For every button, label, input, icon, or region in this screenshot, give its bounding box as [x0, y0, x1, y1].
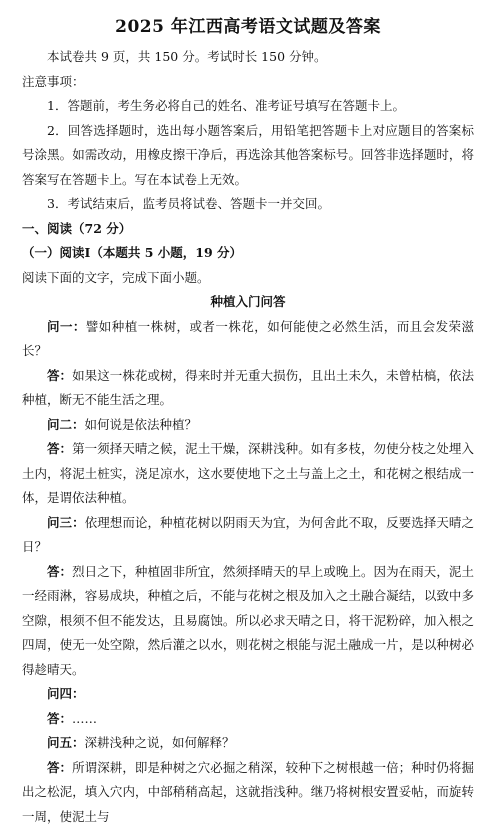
- qa-label: 问二：: [47, 417, 85, 432]
- qa-label: 答：: [47, 564, 72, 579]
- qa-answer: [22, 560, 474, 683]
- qa-label: 问四：: [47, 686, 85, 701]
- notice-item-2: 2．回答选择题时，选出每小题答案后，用铅笔把答题卡上对应题目的答案标号涂黑。如需改动，用橡皮擦干净后，再选涂其他答案标号。回答非选择题时，将答案写在答题卡上。写在本试卷上无效。: [22, 119, 474, 193]
- qa-text: 深耕浅种之说，如何解释？: [85, 735, 235, 750]
- qa-answer: [22, 756, 474, 829]
- qa-label: 答：: [47, 368, 72, 383]
- qa-question: [22, 511, 474, 560]
- reading-instruction: 阅读下面的文字，完成下面小题。: [22, 266, 474, 291]
- qa-text: 如何说是依法种植？: [85, 417, 198, 432]
- qa-text: 譬如种植一株树，或者一株花，如何能使之必然生活，而且会发荣滋长？: [22, 319, 474, 359]
- qa-question: [22, 682, 474, 707]
- qa-label: 问三：: [47, 515, 85, 530]
- qa-label: 答：: [47, 760, 72, 775]
- qa-question: [22, 315, 474, 364]
- qa-text: 烈日之下，种植固非所宜，然须择晴天的早上或晚上。因为在雨天，泥土一经雨淋，容易成块，种植之后，不能与花树之根及加入之土融合凝结，以致中多空隙，根须不但不能发达，且易腐蚀。所以必求天晴之日，将干泥粉碎，加入根之四周，使无一处空隙，然后灌之以水，则花树之根能与泥土融成一片，是以种树必得趁晴天。: [22, 564, 474, 677]
- notice-heading: 注意事项：: [22, 70, 474, 95]
- subsection-heading: （一）阅读Ⅰ（本题共 5 小题，19 分）: [22, 241, 474, 266]
- qa-text: ……: [72, 711, 97, 726]
- qa-text: 第一须择天晴之候，泥土干燥，深耕浅种。如有多枝，勿使分枝之处埋入土内，将泥土桩实，浇足凉水，这水要使地下之土与盖上之土，和花树之根结成一体，是谓依法种植。: [22, 441, 474, 505]
- article-title: 种植入门问答: [22, 290, 474, 315]
- qa-text: 如果这一株花或树，得来时并无重大损伤，且出土未久，未曾枯槁，依法种植，断无不能生活之理。: [22, 368, 474, 408]
- qa-label: 问五：: [47, 735, 85, 750]
- qa-answer: [22, 437, 474, 511]
- qa-question: [22, 731, 474, 756]
- qa-label: 问一：: [47, 319, 86, 334]
- qa-answer: [22, 364, 474, 413]
- qa-label: 答：: [47, 711, 72, 726]
- page-title: 2025 年江西高考语文试题及答案: [22, 12, 474, 37]
- exam-intro: 本试卷共 9 页，共 150 分。考试时长 150 分钟。: [22, 45, 474, 70]
- qa-question: [22, 413, 474, 438]
- qa-answer: [22, 707, 474, 732]
- section-heading: 一、阅读（72 分）: [22, 217, 474, 242]
- qa-text: 所谓深耕，即是种树之穴必掘之稍深，较种下之树根越一倍；种时仍将掘出之松泥，填入穴内，中部稍稍高起，这就指浅种。继乃将树根安置妥帖，而旋转一周，使泥土与: [22, 760, 474, 824]
- qa-text: 依理想而论，种植花树以阴雨天为宜，为何舍此不取，反要选择天晴之日？: [22, 515, 474, 555]
- notice-item-3: 3．考试结束后，监考员将试卷、答题卡一并交回。: [22, 192, 474, 217]
- notice-item-1: 1．答题前，考生务必将自己的姓名、准考证号填写在答题卡上。: [22, 94, 474, 119]
- qa-label: 答：: [47, 441, 72, 456]
